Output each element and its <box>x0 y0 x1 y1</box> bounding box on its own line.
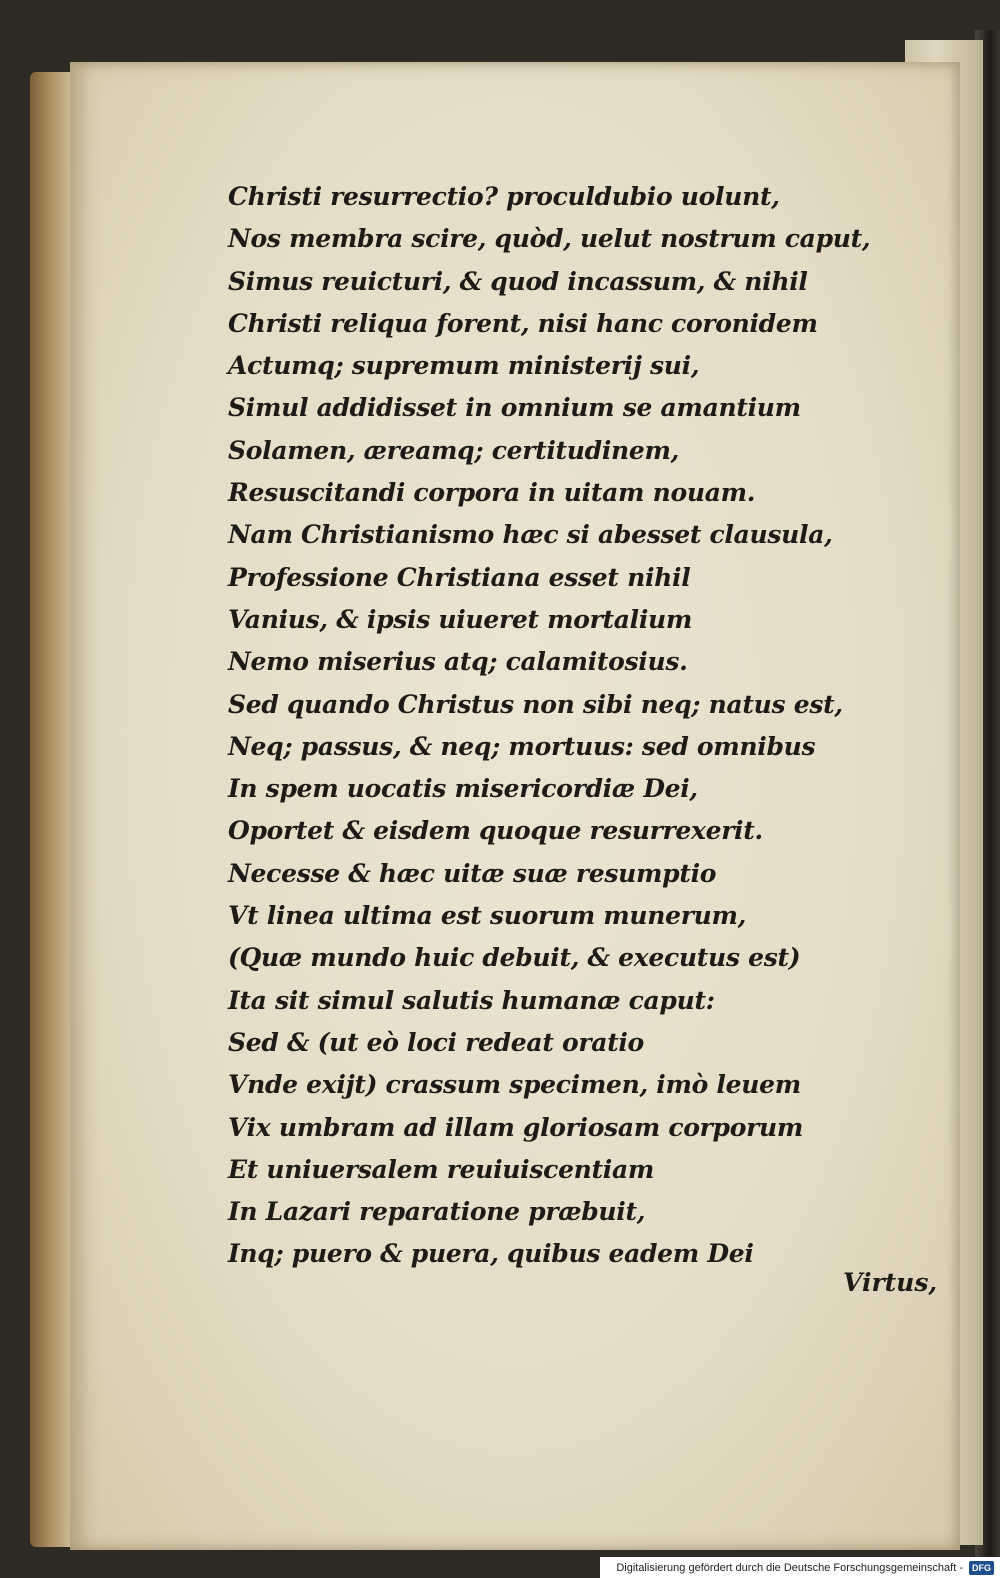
verse-line: Solamen, æreamq; certitudinem, <box>228 435 680 465</box>
verse-line: (Quæ mundo huic debuit, & executus est) <box>228 943 801 973</box>
verse-line: Resuscitandi corpora in uitam nouam. <box>228 478 756 508</box>
catchword: Virtus, <box>843 1268 938 1297</box>
verse-line: Vix umbram ad illam gloriosam corporum <box>228 1112 803 1142</box>
verse-line: Ita sit simul salutis humanæ caput: <box>228 985 715 1015</box>
digitization-credit-bar <box>600 1557 1000 1578</box>
verse-line: Vt linea ultima est suorum munerum, <box>228 901 747 931</box>
verse-line: Neq; passus, & neq; mortuus: sed omnibus <box>228 731 816 761</box>
verse-line: Inq; puero & puera, quibus eadem Dei <box>228 1239 754 1269</box>
verse-line: Christi resurrectio? proculdubio uolunt, <box>228 182 780 211</box>
verse-text-block <box>228 176 871 1276</box>
verse-line: In Lazari reparatione præbuit, <box>228 1197 646 1227</box>
verse-line: Simul addidisset in omnium se amantium <box>228 393 801 423</box>
verse-line: Nos membra scire, quòd, uelut nostrum caput, <box>228 224 871 254</box>
dfg-logo-icon: DFG <box>969 1561 994 1575</box>
verse-line: In spem uocatis misericordiæ Dei, <box>228 774 698 804</box>
verse-line: Vanius, & ipsis uiueret mortalium <box>228 604 693 634</box>
credit-text: Digitalisierung gefördert durch die Deutsche Forschungsgemeinschaft - <box>616 1561 963 1574</box>
verse-line: Professione Christiana esset nihil <box>228 562 691 592</box>
verse-line: Christi reliqua forent, nisi hanc coronidem <box>228 308 818 338</box>
verse-line: Oportet & eisdem quoque resurrexerit. <box>228 816 763 846</box>
verse-line: Et uniuersalem reuiuiscentiam <box>228 1154 655 1184</box>
verse-line: Sed & (ut eò loci redeat oratio <box>228 1027 644 1057</box>
verse-line: Nemo miserius atq; calamitosius. <box>228 647 688 677</box>
verse-line: Necesse & hæc uitæ suæ resumptio <box>228 858 717 888</box>
verse-line: Vnde exijt) crassum specimen, imò leuem <box>228 1070 801 1100</box>
verse-line: Actumq; supremum ministerij sui, <box>228 351 700 381</box>
verse-line: Sed quando Christus non sibi neq; natus est, <box>228 689 843 719</box>
verse-line: Simus reuicturi, & quod incassum, & nihil <box>228 266 808 296</box>
verse-line: Nam Christianismo hæc si abesset clausula, <box>228 520 833 550</box>
